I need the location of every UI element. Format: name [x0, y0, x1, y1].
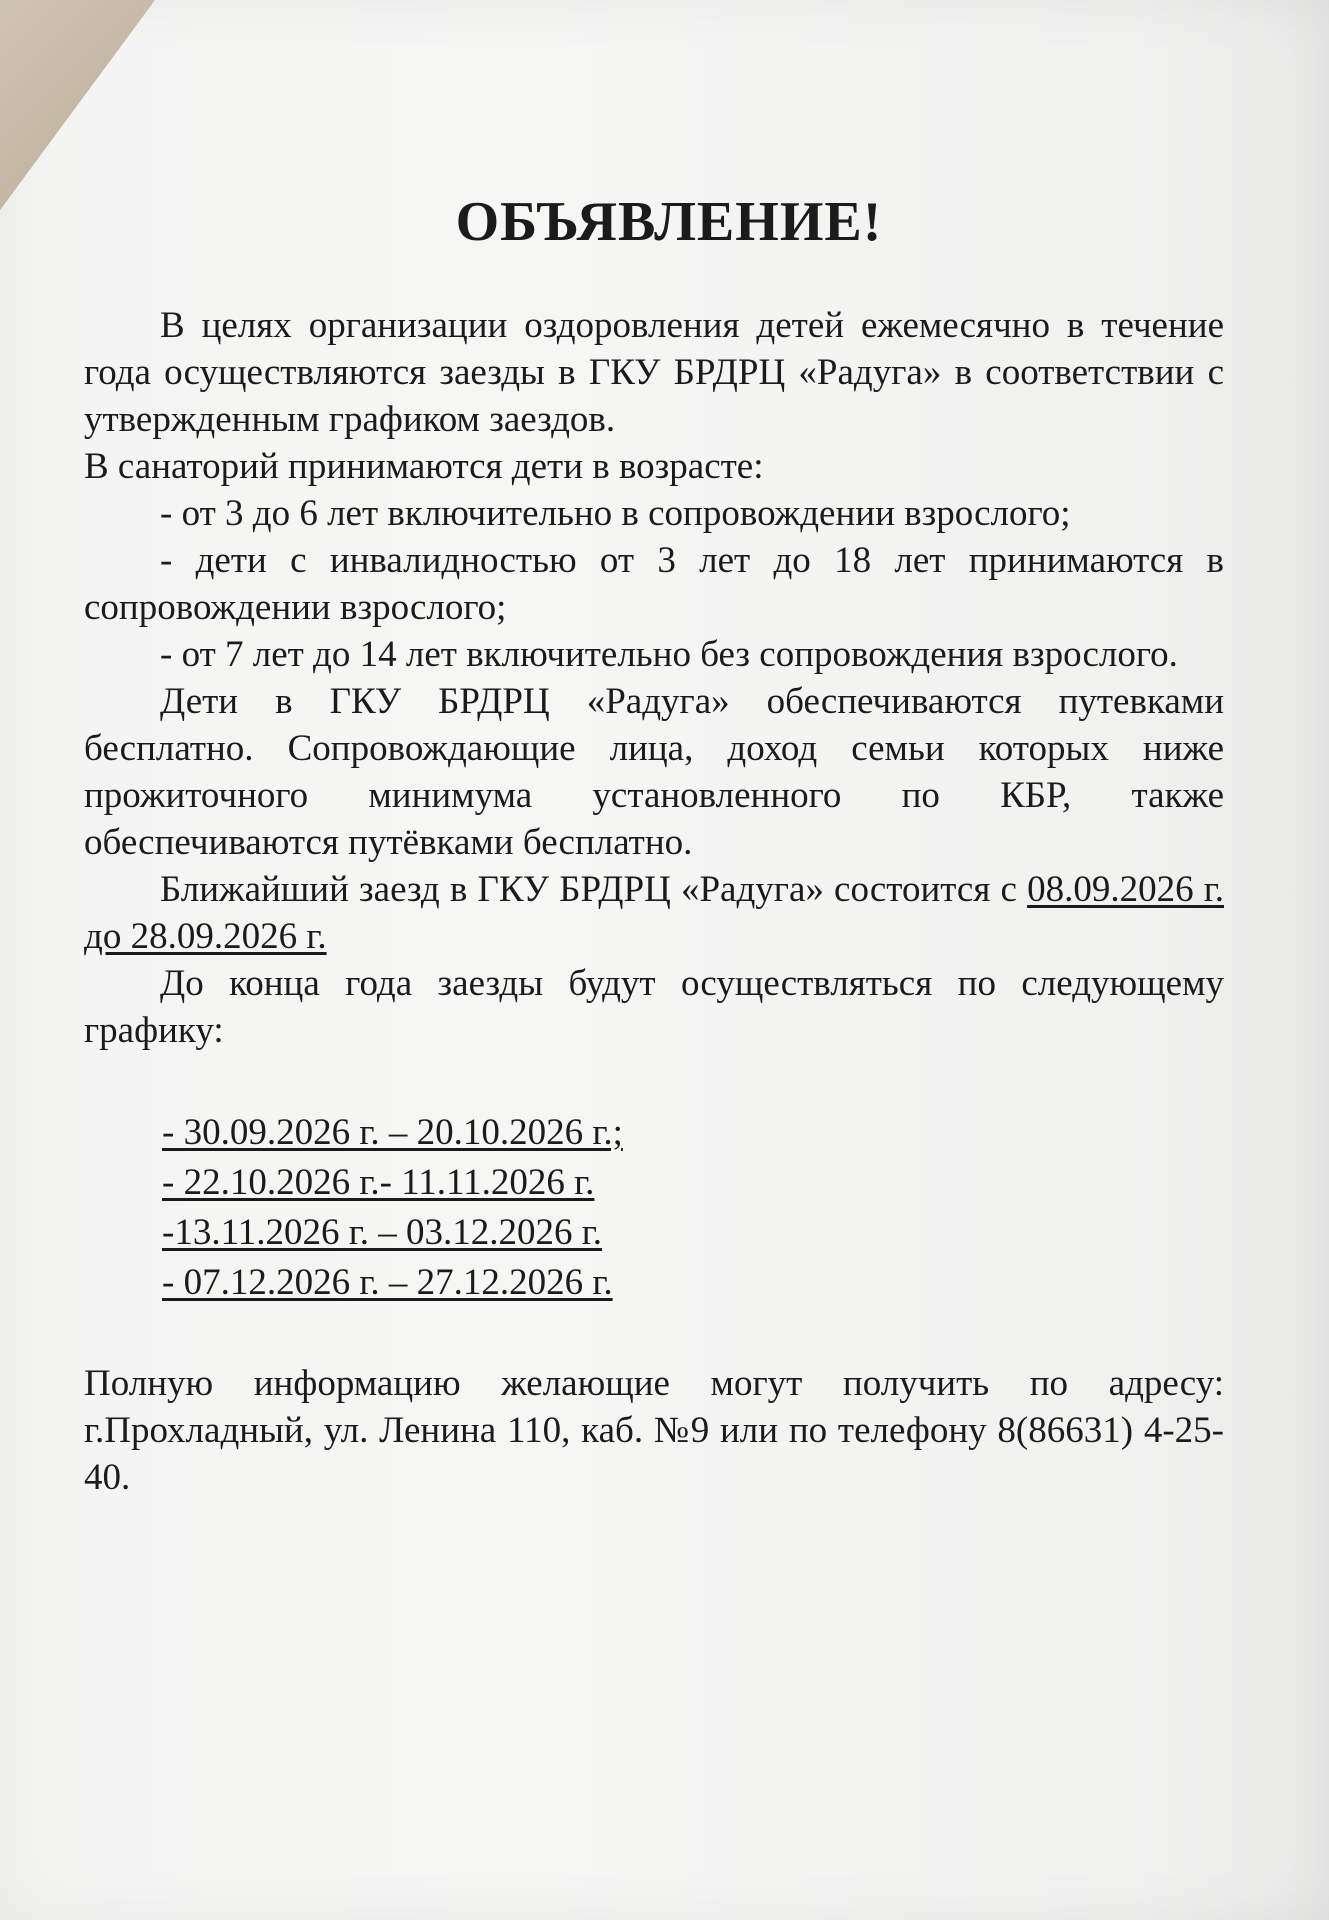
free-vouchers-paragraph: Дети в ГКУ БРДРЦ «Радуга» обеспечиваются путевками бесплатно. Сопровождающие лица, доход семьи которых ниже прожиточного минимума установленного по КБР, также обеспечиваются путёвками бесплатно.	[84, 681, 1224, 863]
ages-intro: В санаторий принимаются дети в возрасте:	[84, 446, 764, 487]
age-item-2: - дети с инвалидностью от 3 лет до 18 лет принимаются в сопровождении взрослого;	[84, 540, 1224, 628]
announcement-title: ОБЪЯВЛЕНИЕ!	[455, 191, 883, 253]
schedule-item: -13.11.2026 г. – 03.12.2026 г.	[162, 1212, 602, 1253]
contact-paragraph: Полную информацию желающие могут получить по адресу: г.Прохладный, ул. Ленина 110, каб. №9 или по телефону 8(86631) 4-25-40.	[84, 1363, 1224, 1498]
schedule-item: - 22.10.2026 г.- 11.11.2026 г.	[162, 1162, 595, 1203]
next-arrival-prefix: Ближайший заезд в ГКУ БРДРЦ «Радуга» состоится с	[160, 869, 1028, 910]
age-item-3: - от 7 лет до 14 лет включительно без сопровождения взрослого.	[160, 634, 1178, 675]
schedule-intro: До конца года заезды будут осуществляться по следующему графику:	[84, 963, 1224, 1051]
next-arrival-paragraph	[84, 866, 1224, 960]
schedule-item: - 30.09.2026 г. – 20.10.2026 г.;	[162, 1112, 623, 1153]
schedule-list	[162, 1108, 1224, 1308]
age-item-1: - от 3 до 6 лет включительно в сопровождении взрослого;	[160, 493, 1071, 534]
next-arrival-dates: 08.09.2026 г. до 28.09.2026 г.	[84, 869, 1224, 957]
intro-paragraph: В целях организации оздоровления детей ежемесячно в течение года осуществляются заезды в ГКУ БРДРЦ «Радуга» в соответствии с утвержденным графиком заездов.	[84, 305, 1224, 440]
announcement-document	[84, 190, 1224, 1501]
schedule-item: - 07.12.2026 г. – 27.12.2026 г.	[162, 1262, 613, 1303]
